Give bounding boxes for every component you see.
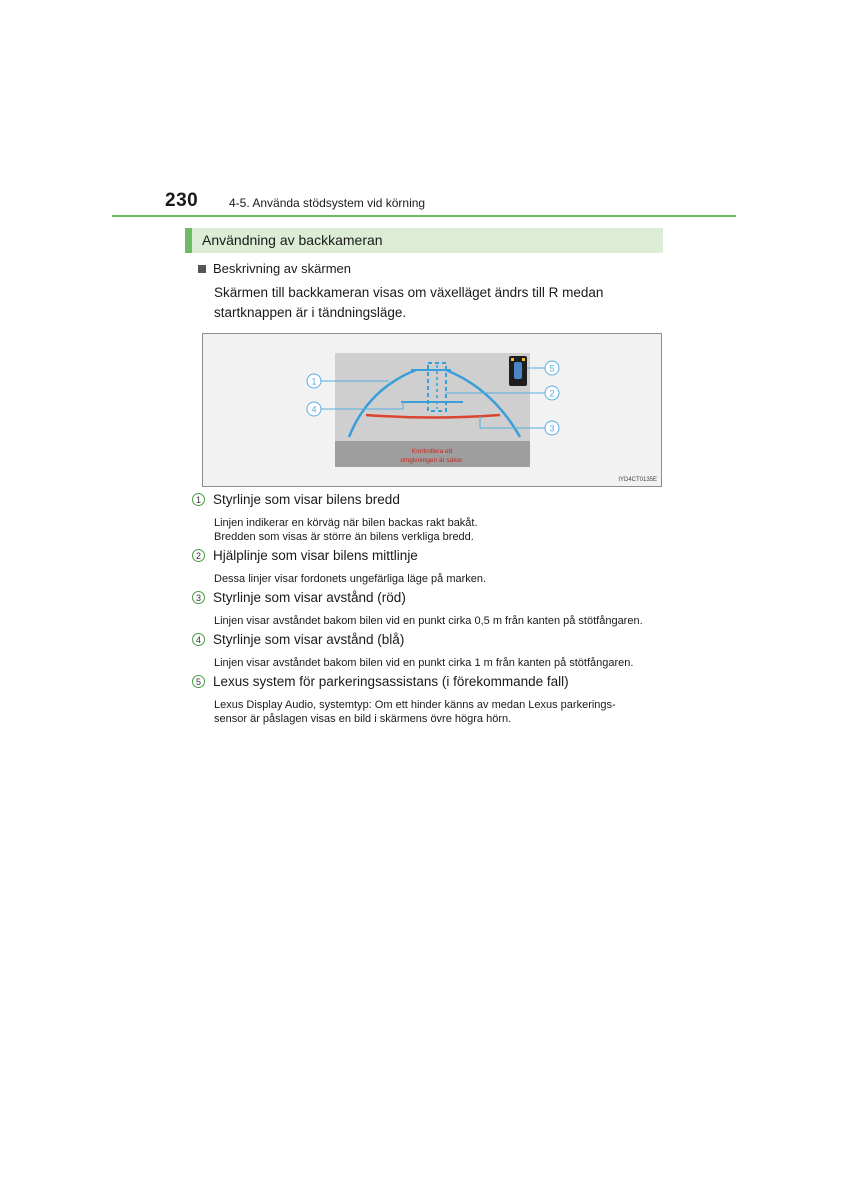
section-title: Användning av backkameran <box>202 232 383 248</box>
legend-item-title: Styrlinje som visar bilens bredd <box>213 492 400 507</box>
number-circle-icon: 4 <box>192 633 205 646</box>
callout-number-4: 4 <box>311 404 317 415</box>
intro-paragraph: Skärmen till backkameran visas om växelläget ändrs till R medan startknappen är i tändningsläge. <box>214 285 604 320</box>
section-banner <box>185 228 663 253</box>
desc-line: sensor är påslagen visas en bild i skärmens övre högra hörn. <box>214 713 512 725</box>
legend-item-desc <box>214 516 662 544</box>
sub-heading <box>198 261 351 276</box>
number-circle-icon: 3 <box>192 591 205 604</box>
legend-item-2 <box>192 548 418 563</box>
desc-line: Dessa linjer visar fordonets ungefärliga läge på marken. <box>214 573 487 585</box>
sub-heading-text: Beskrivning av skärmen <box>213 261 351 276</box>
legend-item-desc <box>214 614 662 628</box>
square-bullet-icon <box>198 265 206 273</box>
legend-item-1 <box>192 492 400 507</box>
parking-sensor-warning-right <box>522 358 525 361</box>
legend-item-title: Hjälplinje som visar bilens mittlinje <box>213 548 418 563</box>
number-circle-icon: 5 <box>192 675 205 688</box>
legend-item-5 <box>192 674 569 689</box>
page-number: 230 <box>165 190 199 211</box>
camera-screen-illustration <box>203 334 663 488</box>
header-rule <box>112 215 736 217</box>
legend-item-title: Styrlinje som visar avstånd (blå) <box>213 632 405 647</box>
desc-line: Linjen visar avståndet bakom bilen vid en punkt cirka 1 m från kanten på stötfångaren. <box>214 657 634 669</box>
desc-line: Lexus Display Audio, systemtyp: Om ett hinder känns av medan Lexus parkerings- <box>214 699 616 711</box>
chapter-title: 4-5. Använda stödsystem vid körning <box>229 196 426 210</box>
camera-figure <box>202 333 662 487</box>
legend-item-4 <box>192 632 404 647</box>
screen-message-line2: omgivningen är säker. <box>400 457 464 464</box>
screen-message-line1: Kontrollera ett <box>411 448 453 455</box>
callout-number-1: 1 <box>311 376 317 387</box>
legend-item-desc <box>214 656 662 670</box>
number-circle-icon: 2 <box>192 549 205 562</box>
parking-sensor-car-icon <box>514 362 522 379</box>
legend-item-desc <box>214 572 662 586</box>
desc-line: Linjen visar avståndet bakom bilen vid en punkt cirka 0,5 m från kanten på stötfångaren. <box>214 615 643 627</box>
parking-sensor-warning-left <box>511 358 514 361</box>
legend-item-desc <box>214 698 662 726</box>
legend-item-title: Styrlinje som visar avstånd (röd) <box>213 590 406 605</box>
figure-code: IYD4CT0135E <box>618 477 657 483</box>
callout-number-5: 5 <box>549 363 555 374</box>
legend-item-title: Lexus system för parkeringsassistans (i förekommande fall) <box>213 674 569 689</box>
number-circle-icon: 1 <box>192 493 205 506</box>
desc-line: Linjen indikerar en körväg när bilen backas rakt bakåt. <box>214 517 478 529</box>
callout-number-2: 2 <box>549 388 555 399</box>
callout-number-3: 3 <box>549 423 555 434</box>
desc-line: Bredden som visas är större än bilens verkliga bredd. <box>214 531 474 543</box>
legend-item-3 <box>192 590 406 605</box>
